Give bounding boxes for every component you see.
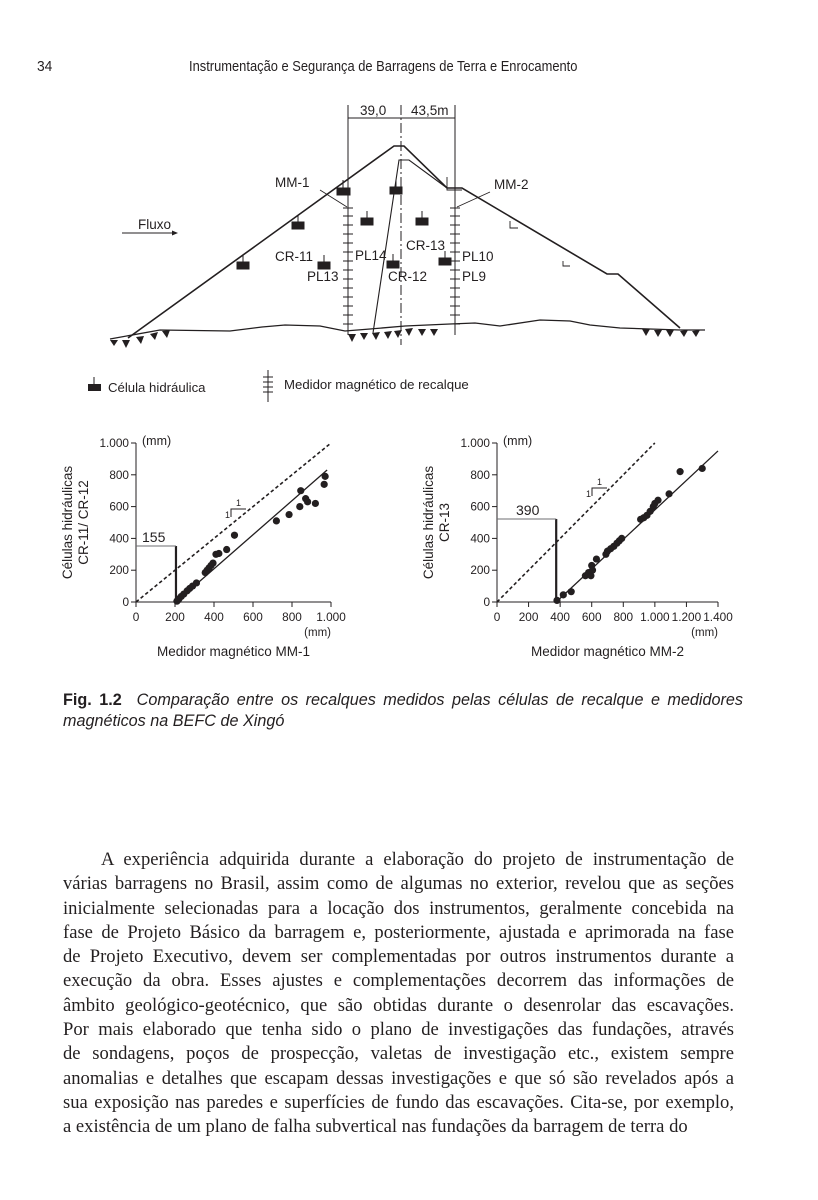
text-line: anomalias e detalhes que escapam dessas investigações e que só são revelados após a: [63, 1067, 734, 1089]
y-tick-label: 600: [109, 499, 129, 514]
y-tick-label: 0: [483, 595, 490, 609]
y-tick-label: 200: [470, 563, 490, 578]
legend-hydraulic-cell: Célula hidráulica: [108, 380, 206, 395]
label-pl10: PL10: [462, 249, 494, 264]
text-line: Por mais elaborado que tenha sido o plano de investigações das fundações, através: [63, 1019, 734, 1041]
x-tick-label: 0: [132, 610, 140, 624]
data-point: [231, 532, 238, 539]
data-point: [209, 559, 216, 566]
y-tick-label: 0: [122, 595, 129, 609]
y-tick-label: 400: [109, 531, 129, 546]
slope-label: 1: [597, 477, 603, 487]
y-tick-label: 200: [109, 563, 129, 578]
dimension-right: 43,5m: [411, 103, 449, 118]
text-line: âmbito geológico-geotécnico, que são obtidas durante o desenrolar das escavações.: [63, 994, 734, 1016]
figure-label: Fig. 1.2: [63, 691, 122, 709]
data-point: [312, 500, 319, 507]
chart-mm2: [421, 434, 733, 659]
y-axis-label: Células hidráulicas: [60, 465, 75, 580]
chart-mm1: [60, 434, 346, 659]
y-unit: (mm): [503, 434, 533, 448]
x-tick-label: 600: [581, 610, 602, 624]
data-point: [593, 555, 600, 562]
legend-magnetic-gauge: Medidor magnético de recalque: [284, 377, 469, 392]
figure-caption-text: Comparação entre os recalques medidos pelas células de recalque e medidores magnéticos na BEFC de Xingó: [63, 691, 743, 730]
label-cr11: CR-11: [275, 249, 314, 264]
label-mm2: MM-2: [494, 177, 529, 192]
data-point: [273, 517, 280, 524]
text-line: sua exposição nas paredes e superfícies de fundo das escavações. Cita-se, por exemplo,: [63, 1091, 734, 1113]
legend: [88, 370, 469, 402]
x-tick-label: 1.000: [640, 610, 670, 624]
data-point: [297, 487, 304, 494]
reference-line: [497, 443, 655, 602]
text-line: execução da obra. Esses ajustes e complementações decorrem das informações de: [63, 970, 734, 992]
label-pl9: PL9: [462, 269, 487, 284]
data-point: [304, 498, 311, 505]
paragraph: [63, 848, 734, 1140]
data-point: [560, 591, 567, 598]
text-line: inicialmente selecionadas para a locação dos instrumentos, geralmente concebida na: [63, 897, 734, 919]
slope-label: 1: [586, 489, 592, 499]
y-tick-label: 600: [470, 499, 490, 514]
text-line: a existência de um plano de falha subvertical nas fundações da barragem de terra do: [63, 1116, 688, 1138]
x-tick-label: 400: [550, 610, 570, 624]
text-line: de sondagens, poços de prospecção, valetas de investigação etc., existem sempre: [63, 1043, 734, 1065]
slope-label: 1: [225, 510, 231, 520]
text-line: de Projeto Executivo, devem ser complementadas por outros instrumentos durante a: [63, 946, 734, 968]
data-point: [699, 465, 706, 472]
slope-label: 1: [236, 498, 242, 508]
y-tick-label: 400: [470, 531, 490, 546]
x-unit: (mm): [691, 627, 718, 639]
label-pl14: PL14: [355, 248, 387, 263]
flow-arrow-icon: [172, 231, 178, 236]
x-tick-label: 200: [518, 610, 539, 624]
data-point: [553, 597, 560, 604]
y-unit: (mm): [142, 434, 172, 448]
x-tick-label: 200: [165, 610, 185, 624]
x-tick-label: 600: [243, 610, 263, 624]
dam-cross-section: [110, 105, 705, 348]
data-point: [665, 490, 672, 497]
x-unit: (mm): [304, 627, 331, 639]
data-point: [568, 588, 575, 595]
mm1-gauge: [343, 205, 353, 335]
x-tick-label: 800: [613, 610, 634, 624]
text-line: fase de Projeto Básico da barragem e, posteriormente, ajustada e aprimorada na fase: [63, 921, 734, 943]
figure-caption: [63, 690, 743, 732]
x-tick-label: 1.000: [316, 610, 346, 624]
label-cr12: CR-12: [388, 269, 428, 284]
y-tick-label: 800: [470, 467, 490, 482]
x-tick-label: 800: [282, 610, 302, 624]
body-paragraph: [63, 848, 734, 1140]
reference-line: [136, 443, 331, 602]
data-point: [589, 567, 596, 574]
data-point: [223, 546, 230, 553]
data-point: [618, 535, 625, 542]
flow-label: Fluxo: [138, 217, 172, 232]
fit-line: [556, 451, 718, 602]
text-line: várias barragens no Brasil, assim como de algumas no exterior, revelou que as seções: [63, 873, 734, 895]
label-mm1: MM-1: [275, 175, 310, 190]
y-axis-label-2: CR-13: [437, 502, 452, 543]
book-title: Instrumentação e Segurança de Barragens de Terra e Enrocamento: [189, 58, 578, 75]
hydraulic-cell-icon: [88, 377, 101, 391]
data-point: [677, 468, 684, 475]
page-number: 34: [37, 58, 53, 75]
data-point: [321, 481, 328, 488]
offset-annotation: 390: [516, 502, 540, 518]
data-point: [296, 503, 303, 510]
x-tick-label: 1.200: [671, 610, 702, 624]
x-tick-label: 1.400: [703, 610, 733, 624]
offset-annotation: 155: [142, 529, 166, 545]
x-axis-label: Medidor magnético MM-2: [530, 644, 685, 659]
data-point: [654, 497, 661, 504]
x-tick-label: 400: [204, 610, 224, 624]
y-tick-label: 800: [109, 467, 129, 482]
data-point: [322, 473, 329, 480]
y-axis-label: Células hidráulicas: [421, 465, 436, 580]
y-tick-label: 1.000: [99, 436, 129, 450]
data-point: [193, 579, 200, 586]
text-line: A experiência adquirida durante a elaboração do projeto de instrumentação de: [101, 849, 734, 870]
dimension-left: 39,0: [360, 103, 387, 118]
mm2-gauge: [450, 205, 460, 335]
y-axis-label-2: CR-11/ CR-12: [76, 480, 91, 565]
data-point: [215, 550, 222, 557]
slope-marker: [231, 509, 246, 517]
label-pl13: PL13: [307, 269, 339, 284]
x-axis-label: Medidor magnético MM-1: [156, 644, 311, 659]
data-point: [285, 511, 292, 518]
y-tick-label: 1.000: [460, 436, 490, 450]
label-cr13: CR-13: [406, 238, 446, 253]
magnetic-gauge-icon: [263, 370, 273, 402]
slope-marker: [592, 488, 607, 496]
x-tick-label: 0: [493, 610, 501, 624]
